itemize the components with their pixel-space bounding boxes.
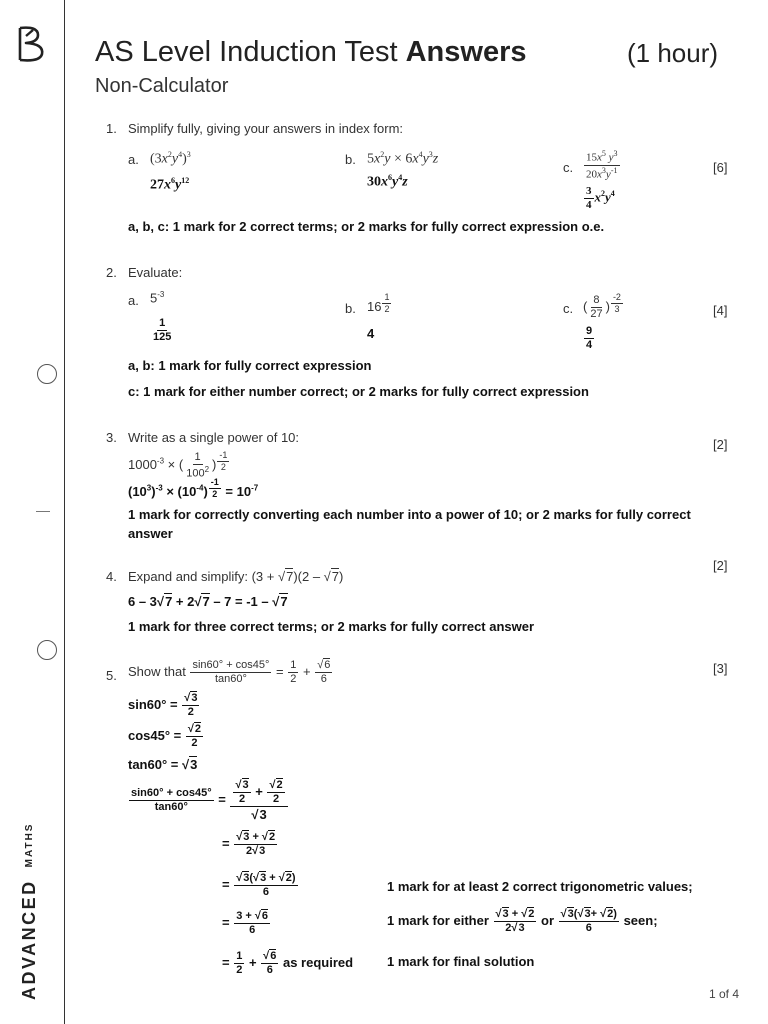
part-label: a. xyxy=(128,152,139,167)
q3-expression: $1000^{-3}$ × ( $\frac{1}{100^2}$ ) $^{\frac{-1}{2}}$ xyxy=(128,450,228,480)
duration: (1 hour) xyxy=(627,38,719,68)
mark-scheme: 1 mark for three correct terms; or 2 marks for fully correct answer xyxy=(128,619,535,634)
marks: [6] xyxy=(713,160,728,175)
q5-sin60: sin60° = $\frac{√3}{2}$ xyxy=(128,692,198,718)
marks: [4] xyxy=(713,303,728,318)
question-number: 3. xyxy=(106,430,117,445)
question-prompt: Evaluate: xyxy=(128,265,183,280)
q1c-question: $\frac{15x^5 y^3}{20x^3y^{-1}}$ xyxy=(586,149,618,181)
part-label: c. xyxy=(563,301,574,316)
page-title: AS Level Induction Test Answers xyxy=(95,36,527,68)
part-label: b. xyxy=(345,152,356,167)
q1b-answer: $30x^6y^4z$ xyxy=(367,173,408,190)
q5-step5: = $\frac{1}{2}$ + $\frac{√6}{6}$ as required xyxy=(222,950,354,976)
mark-scheme: 1 mark for correctly converting each number into a power of 10; or 2 marks for fully correct xyxy=(128,507,691,522)
mark-scheme: 1 mark for at least 2 correct trigonometric values; xyxy=(387,879,693,894)
question-number: 5. xyxy=(106,668,117,683)
question-number: 1. xyxy=(106,121,117,136)
fold-mark xyxy=(36,511,50,512)
mark-scheme: 1 mark for either $\frac{√3 + √2}{2√3}$ or $\frac{√3(√3+ √2)}{6}$ seen; xyxy=(387,908,658,934)
mark-scheme: c: 1 mark for either number correct; or 2 marks for fully correct expression xyxy=(128,384,589,399)
q5-cos45: cos45° = $\frac{√2}{2}$ xyxy=(128,723,202,749)
q2a-question: $5^{-3}$ xyxy=(150,290,165,306)
punch-hole xyxy=(37,364,57,384)
q2c-question: ( $\frac{8}{27}$ ) $^{\frac{-2}{3}}$ xyxy=(583,292,621,320)
part-label: c. xyxy=(563,160,574,175)
q2a-answer: $\frac{1}{125}$ xyxy=(153,317,172,343)
mark-scheme: answer xyxy=(128,526,173,541)
marks: [3] xyxy=(713,661,728,676)
q5-step4: = $\frac{3 + √6}{6}$ xyxy=(222,910,269,936)
q1a-answer: $27x^6y^{12}$ xyxy=(150,176,190,193)
question-prompt: Expand and simplify: (3 + √7)(2 – √7) xyxy=(128,569,344,584)
q3-answer: $(10^3)^{-3} \times (10^{-4})$ $^{\frac{-1}{2}}$ = $10^{-7}$ xyxy=(128,477,259,499)
mark-scheme: a, b, c: 1 mark for 2 correct terms; or 2 marks for fully correct expression o.e. xyxy=(128,219,605,234)
part-label: b. xyxy=(345,301,356,316)
question-prompt: Write as a single power of 10: xyxy=(128,430,300,445)
q5-step2: = $\frac{√3 + √2}{2√3}$ xyxy=(222,831,276,857)
question-number: 4. xyxy=(106,569,117,584)
question-prompt: Show that $\frac{\sin 60^\circ + \cos 45^\circ}{\tan 60^\circ}$ = $\frac{1}{2}$ + $\frac{√6}{6}$ xyxy=(128,659,331,685)
question-prompt: Simplify fully, giving your answers in index form: xyxy=(128,121,404,136)
subtitle: Non-Calculator xyxy=(95,75,229,97)
q5-step3: = $\frac{√3(√3 + √2)}{6}$ xyxy=(222,872,296,898)
part-label: a. xyxy=(128,293,139,308)
marks: [2] xyxy=(713,437,728,452)
page-number: 1 of 4 xyxy=(709,987,740,1001)
q1a-question: $(3x^2y^4)^3$ xyxy=(150,150,191,167)
brand-wordmark: ADVANCED MATHS xyxy=(18,822,39,1000)
mark-scheme: 1 mark for final solution xyxy=(387,954,535,969)
mark-scheme: a, b: 1 mark for fully correct expression xyxy=(128,358,372,373)
q1c-answer: $\frac{3}{4}$ $x^2y^4$ xyxy=(586,185,615,211)
margin-line xyxy=(64,0,65,1024)
q5-tan60: tan60° = √3 xyxy=(128,757,198,772)
q2c-answer: $\frac{9}{4}$ xyxy=(586,325,593,351)
punch-hole xyxy=(37,640,57,660)
q1b-question: $5x^2y \times 6x^4y^3z$ xyxy=(367,150,439,167)
q2b-question: 16 $^{\frac{1}{2}}$ xyxy=(367,292,390,314)
question-number: 2. xyxy=(106,265,117,280)
logo-icon xyxy=(14,24,48,64)
q4-answer: 6 – 3√7 + 2√7 – 7 = -1 – √7 xyxy=(128,594,288,609)
q2b-answer: 4 xyxy=(367,326,375,341)
marks: [2] xyxy=(713,558,728,573)
q5-step1: $\frac{\sin 60^\circ + \cos 45^\circ}{\tan 60^\circ}$ = $\frac{√3}{2}$ + $\frac{√2}{2}$ √3 xyxy=(128,780,289,821)
